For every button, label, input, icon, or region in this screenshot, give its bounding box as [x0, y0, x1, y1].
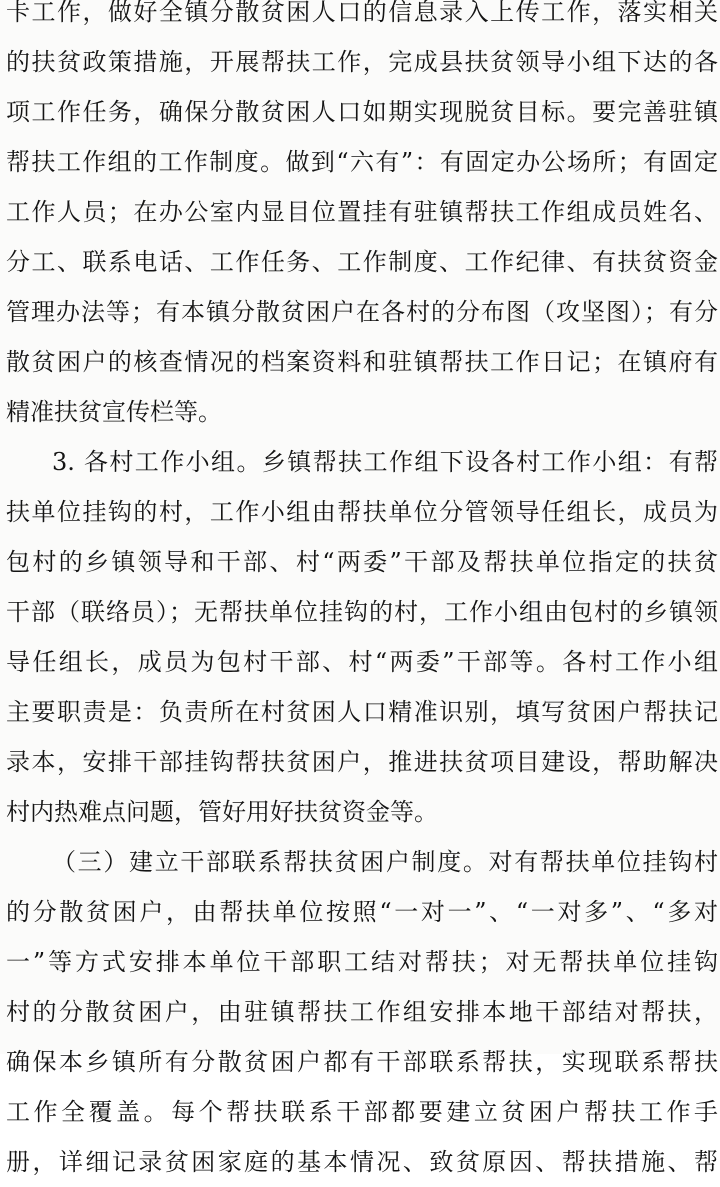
text-line: 扶单位挂钩的村，工作小组由帮扶单位分管领导任组长，成员为: [6, 498, 718, 526]
text-line: （三）建立干部联系帮扶贫困户制度。对有帮扶单位挂钩村: [52, 848, 718, 876]
text-line: 分工、联系电话、工作任务、工作制度、工作纪律、有扶贫资金: [6, 248, 718, 276]
text-line: 录本，安排干部挂钩帮扶贫困户，推进扶贫项目建设，帮助解决: [6, 748, 718, 776]
text-line: 主要职责是：负责所在村贫困人口精准识别，填写贫困户帮扶记: [6, 698, 718, 726]
text-line: 管理办法等；有本镇分散贫困户在各村的分布图（攻坚图）；有分: [6, 298, 718, 326]
text-line: 确保本乡镇所有分散贫困户都有干部联系帮扶，实现联系帮扶: [6, 1048, 718, 1076]
text-line: 散贫困户的核查情况的档案资料和驻镇帮扶工作日记；在镇府有: [6, 348, 718, 376]
text-line: 帮扶工作组的工作制度。做到“六有”：有固定办公场所；有固定: [6, 148, 718, 176]
text-line: 一”等方式安排本单位干部职工结对帮扶；对无帮扶单位挂钩: [6, 948, 718, 976]
text-line: 精准扶贫宣传栏等。: [6, 398, 222, 426]
text-line: 项工作任务，确保分散贫困人口如期实现脱贫目标。要完善驻镇: [6, 98, 718, 126]
document-body: [6, 0, 718, 1187]
text-line: 的扶贫政策措施，开展帮扶工作，完成县扶贫领导小组下达的各: [6, 48, 718, 76]
text-line: 3. 各村工作小组。乡镇帮扶工作组下设各村工作小组：有帮: [52, 448, 718, 476]
text-line: 包村的乡镇领导和干部、村“两委”干部及帮扶单位指定的扶贫: [6, 548, 718, 576]
text-line: 工作全覆盖。每个帮扶联系干部都要建立贫困户帮扶工作手: [6, 1098, 718, 1126]
text-line: 村的分散贫困户，由驻镇帮扶工作组安排本地干部结对帮扶，: [6, 998, 718, 1026]
text-line: 工作人员；在办公室内显目位置挂有驻镇帮扶工作组成员姓名、: [6, 198, 718, 226]
text-line: 村内热难点问题，管好用好扶贫资金等。: [6, 798, 438, 826]
text-line: 的分散贫困户，由帮扶单位按照“一对一”、“一对多”、“多对: [6, 898, 718, 926]
text-line: 导任组长，成员为包村干部、村“两委”干部等。各村工作小组: [6, 648, 718, 676]
text-line: 册，详细记录贫困家庭的基本情况、致贫原因、帮扶措施、帮: [6, 1148, 718, 1176]
text-line: 干部（联络员）；无帮扶单位挂钩的村，工作小组由包村的乡镇领: [6, 598, 718, 626]
text-line: 卡工作，做好全镇分散贫困人口的信息录入上传工作，落实相关: [6, 0, 718, 26]
